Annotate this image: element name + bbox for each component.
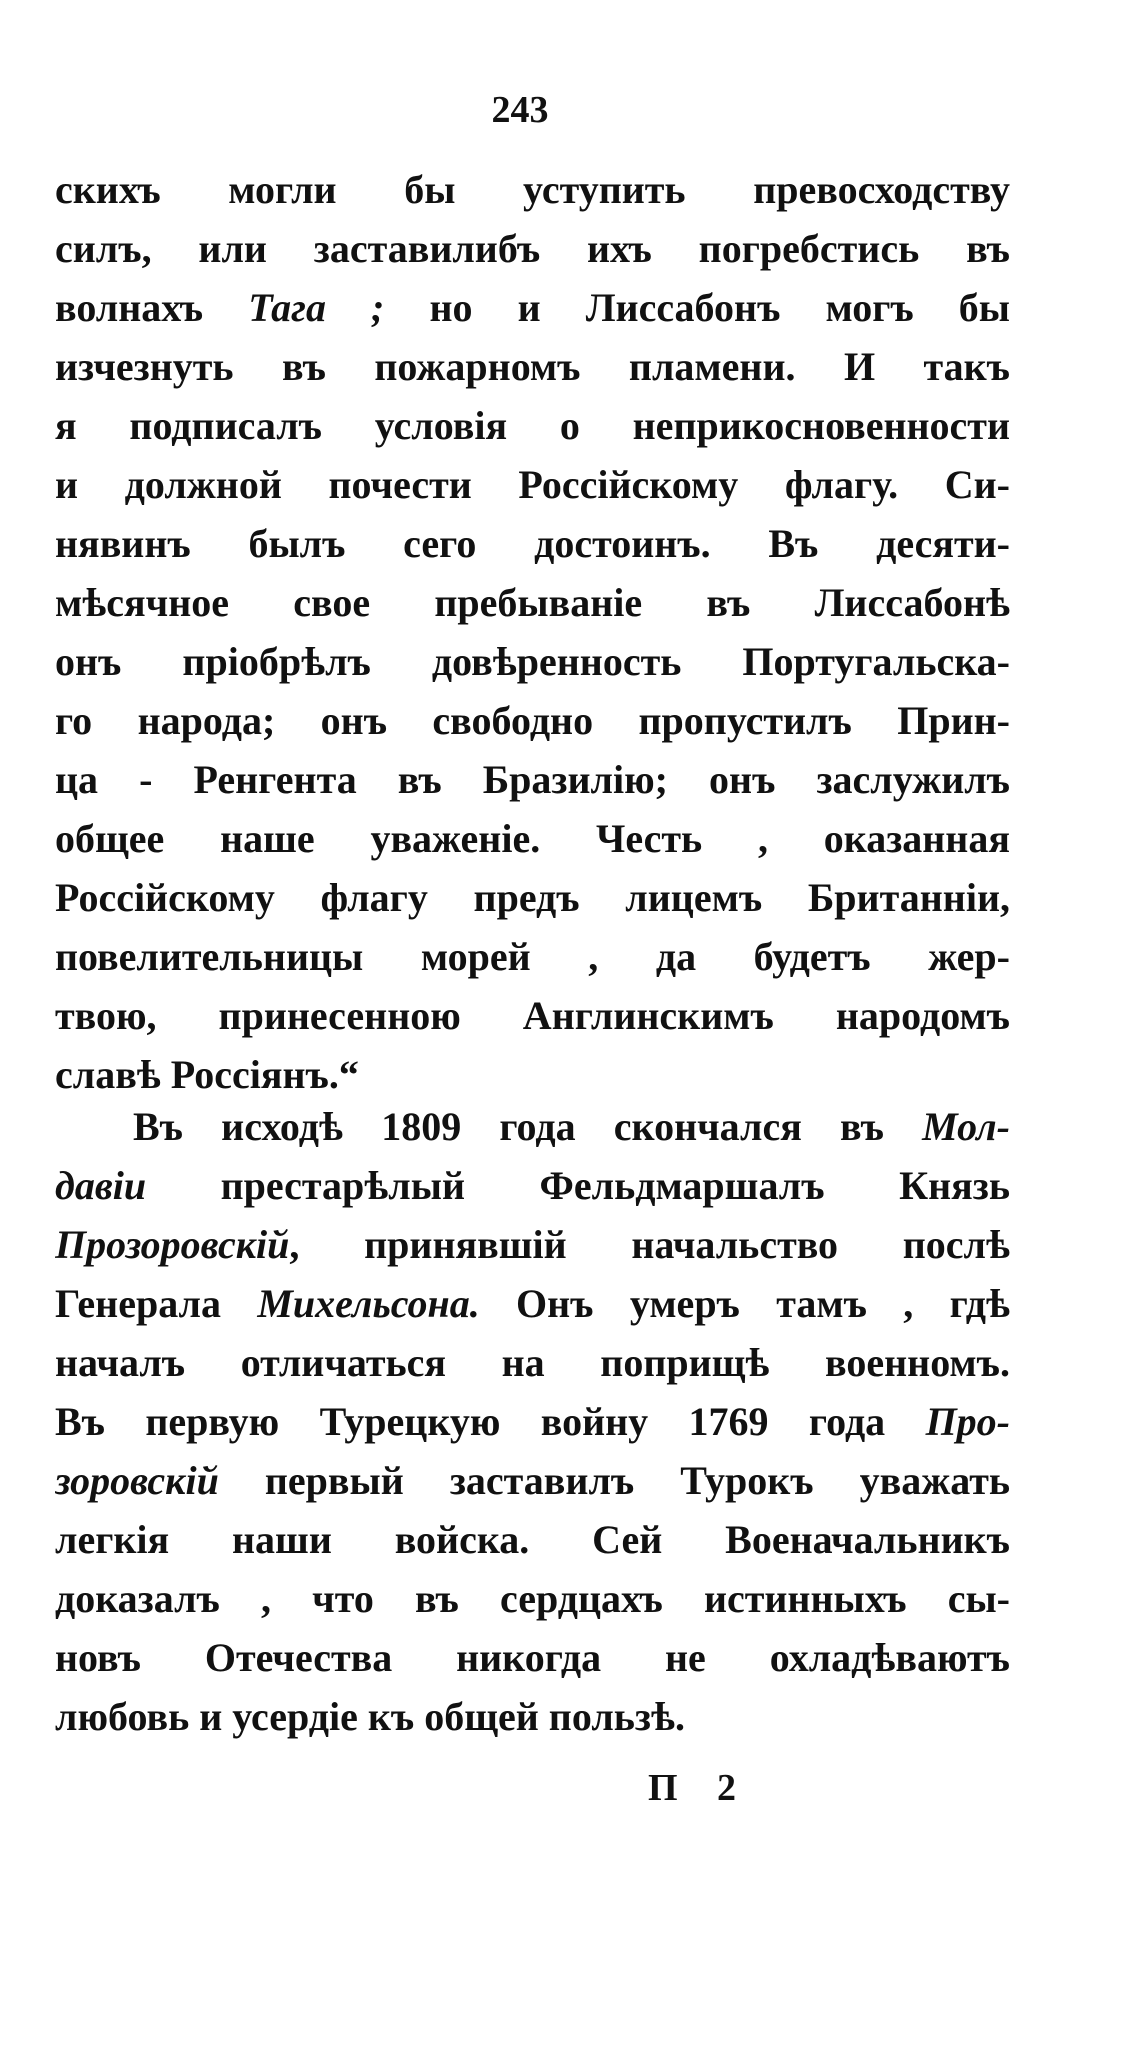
paragraph-1 bbox=[55, 160, 1010, 1104]
text-line bbox=[55, 160, 1010, 219]
italic-text: Мол- bbox=[922, 1104, 1010, 1149]
text-line bbox=[55, 514, 1010, 573]
text-line bbox=[55, 927, 1010, 986]
text-line bbox=[55, 1687, 1010, 1746]
text-segment: мѣсячное свое пребываніе въ Лиссабонѣ bbox=[55, 580, 1010, 625]
text-segment: твою, принесенною Англинскимъ народомъ bbox=[55, 993, 1010, 1038]
text-segment: го народа; онъ свободно пропустилъ Прин- bbox=[55, 698, 1010, 743]
text-segment: , принявшій начальство послѣ bbox=[289, 1222, 1010, 1267]
text-segment: доказалъ , что въ сердцахъ истинныхъ сы- bbox=[55, 1576, 1010, 1621]
text-line bbox=[55, 1569, 1010, 1628]
italic-text: Прозоровскій bbox=[55, 1222, 290, 1267]
text-segment: нявинъ былъ сего достоинъ. Въ десяти- bbox=[55, 521, 1010, 566]
text-segment: Генерала bbox=[55, 1281, 258, 1326]
text-line bbox=[55, 219, 1010, 278]
italic-text: Тага ; bbox=[248, 285, 385, 330]
text-line bbox=[55, 809, 1010, 868]
text-line bbox=[55, 1045, 1010, 1104]
text-line bbox=[55, 868, 1010, 927]
text-line bbox=[55, 1451, 1010, 1510]
italic-text: Михельсона. bbox=[257, 1281, 480, 1326]
text-segment: престарѣлый Фельдмаршалъ Князь bbox=[146, 1163, 1010, 1208]
text-line bbox=[55, 396, 1010, 455]
text-segment: но и Лиссабонъ могъ бы bbox=[384, 285, 1010, 330]
text-line bbox=[55, 1628, 1010, 1687]
italic-text: давіи bbox=[55, 1163, 147, 1208]
text-line bbox=[55, 1333, 1010, 1392]
text-segment: общее наше уваженіе. Честь , оказанная bbox=[55, 816, 1010, 861]
text-segment: силъ, или заставилибъ ихъ погребстись въ bbox=[55, 226, 1010, 271]
text-segment: и должной почести Россійскому флагу. Си- bbox=[55, 462, 1010, 507]
text-segment: ца - Ренгента въ Бразилію; онъ заслужилъ bbox=[55, 757, 1010, 802]
signature-mark: П 2 bbox=[648, 1767, 737, 1809]
text-line bbox=[55, 632, 1010, 691]
text-line bbox=[55, 691, 1010, 750]
text-segment: Въ исходѣ 1809 года скончался въ bbox=[133, 1104, 923, 1149]
text-segment: славѣ Россіянъ.“ bbox=[55, 1052, 359, 1097]
text-line bbox=[55, 455, 1010, 514]
text-segment: началъ отличаться на поприщѣ военномъ. bbox=[55, 1340, 1010, 1385]
italic-text: Про- bbox=[925, 1399, 1010, 1444]
text-segment: скихъ могли бы уступить превосходству bbox=[55, 167, 1010, 212]
text-line bbox=[55, 573, 1010, 632]
italic-text: зоровскій bbox=[55, 1458, 219, 1503]
text-segment: повелительницы морей , да будетъ жер- bbox=[55, 934, 1010, 979]
text-segment: новъ Отечества никогда не охладѣваютъ bbox=[55, 1635, 1010, 1680]
text-line bbox=[55, 750, 1010, 809]
text-segment: Въ первую Турецкую войну 1769 года bbox=[55, 1399, 926, 1444]
text-segment: волнахъ bbox=[55, 285, 249, 330]
text-segment: Онъ умеръ тамъ , гдѣ bbox=[479, 1281, 1010, 1326]
text-line bbox=[55, 1097, 1010, 1156]
paragraph-2 bbox=[55, 1097, 1010, 1746]
text-line bbox=[55, 986, 1010, 1045]
text-segment: первый заставилъ Турокъ уважать bbox=[218, 1458, 1010, 1503]
text-segment: изчезнуть въ пожарномъ пламени. И такъ bbox=[55, 344, 1010, 389]
text-segment: легкія наши войска. Сей Военачальникъ bbox=[55, 1517, 1010, 1562]
text-line bbox=[55, 337, 1010, 396]
text-line bbox=[55, 1510, 1010, 1569]
text-segment: я подписалъ условія о неприкосновенности bbox=[55, 403, 1010, 448]
text-line bbox=[55, 1215, 1010, 1274]
text-segment: Россійскому флагу предъ лицемъ Британніи, bbox=[55, 875, 1010, 920]
text-line bbox=[55, 1274, 1010, 1333]
text-line bbox=[55, 1392, 1010, 1451]
text-segment: онъ пріобрѣлъ довѣренность Португальска- bbox=[55, 639, 1010, 684]
text-line bbox=[55, 1156, 1010, 1215]
text-line bbox=[55, 278, 1010, 337]
page-number: 243 bbox=[491, 89, 549, 131]
text-segment: любовь и усердіе къ общей пользѣ. bbox=[55, 1694, 685, 1739]
